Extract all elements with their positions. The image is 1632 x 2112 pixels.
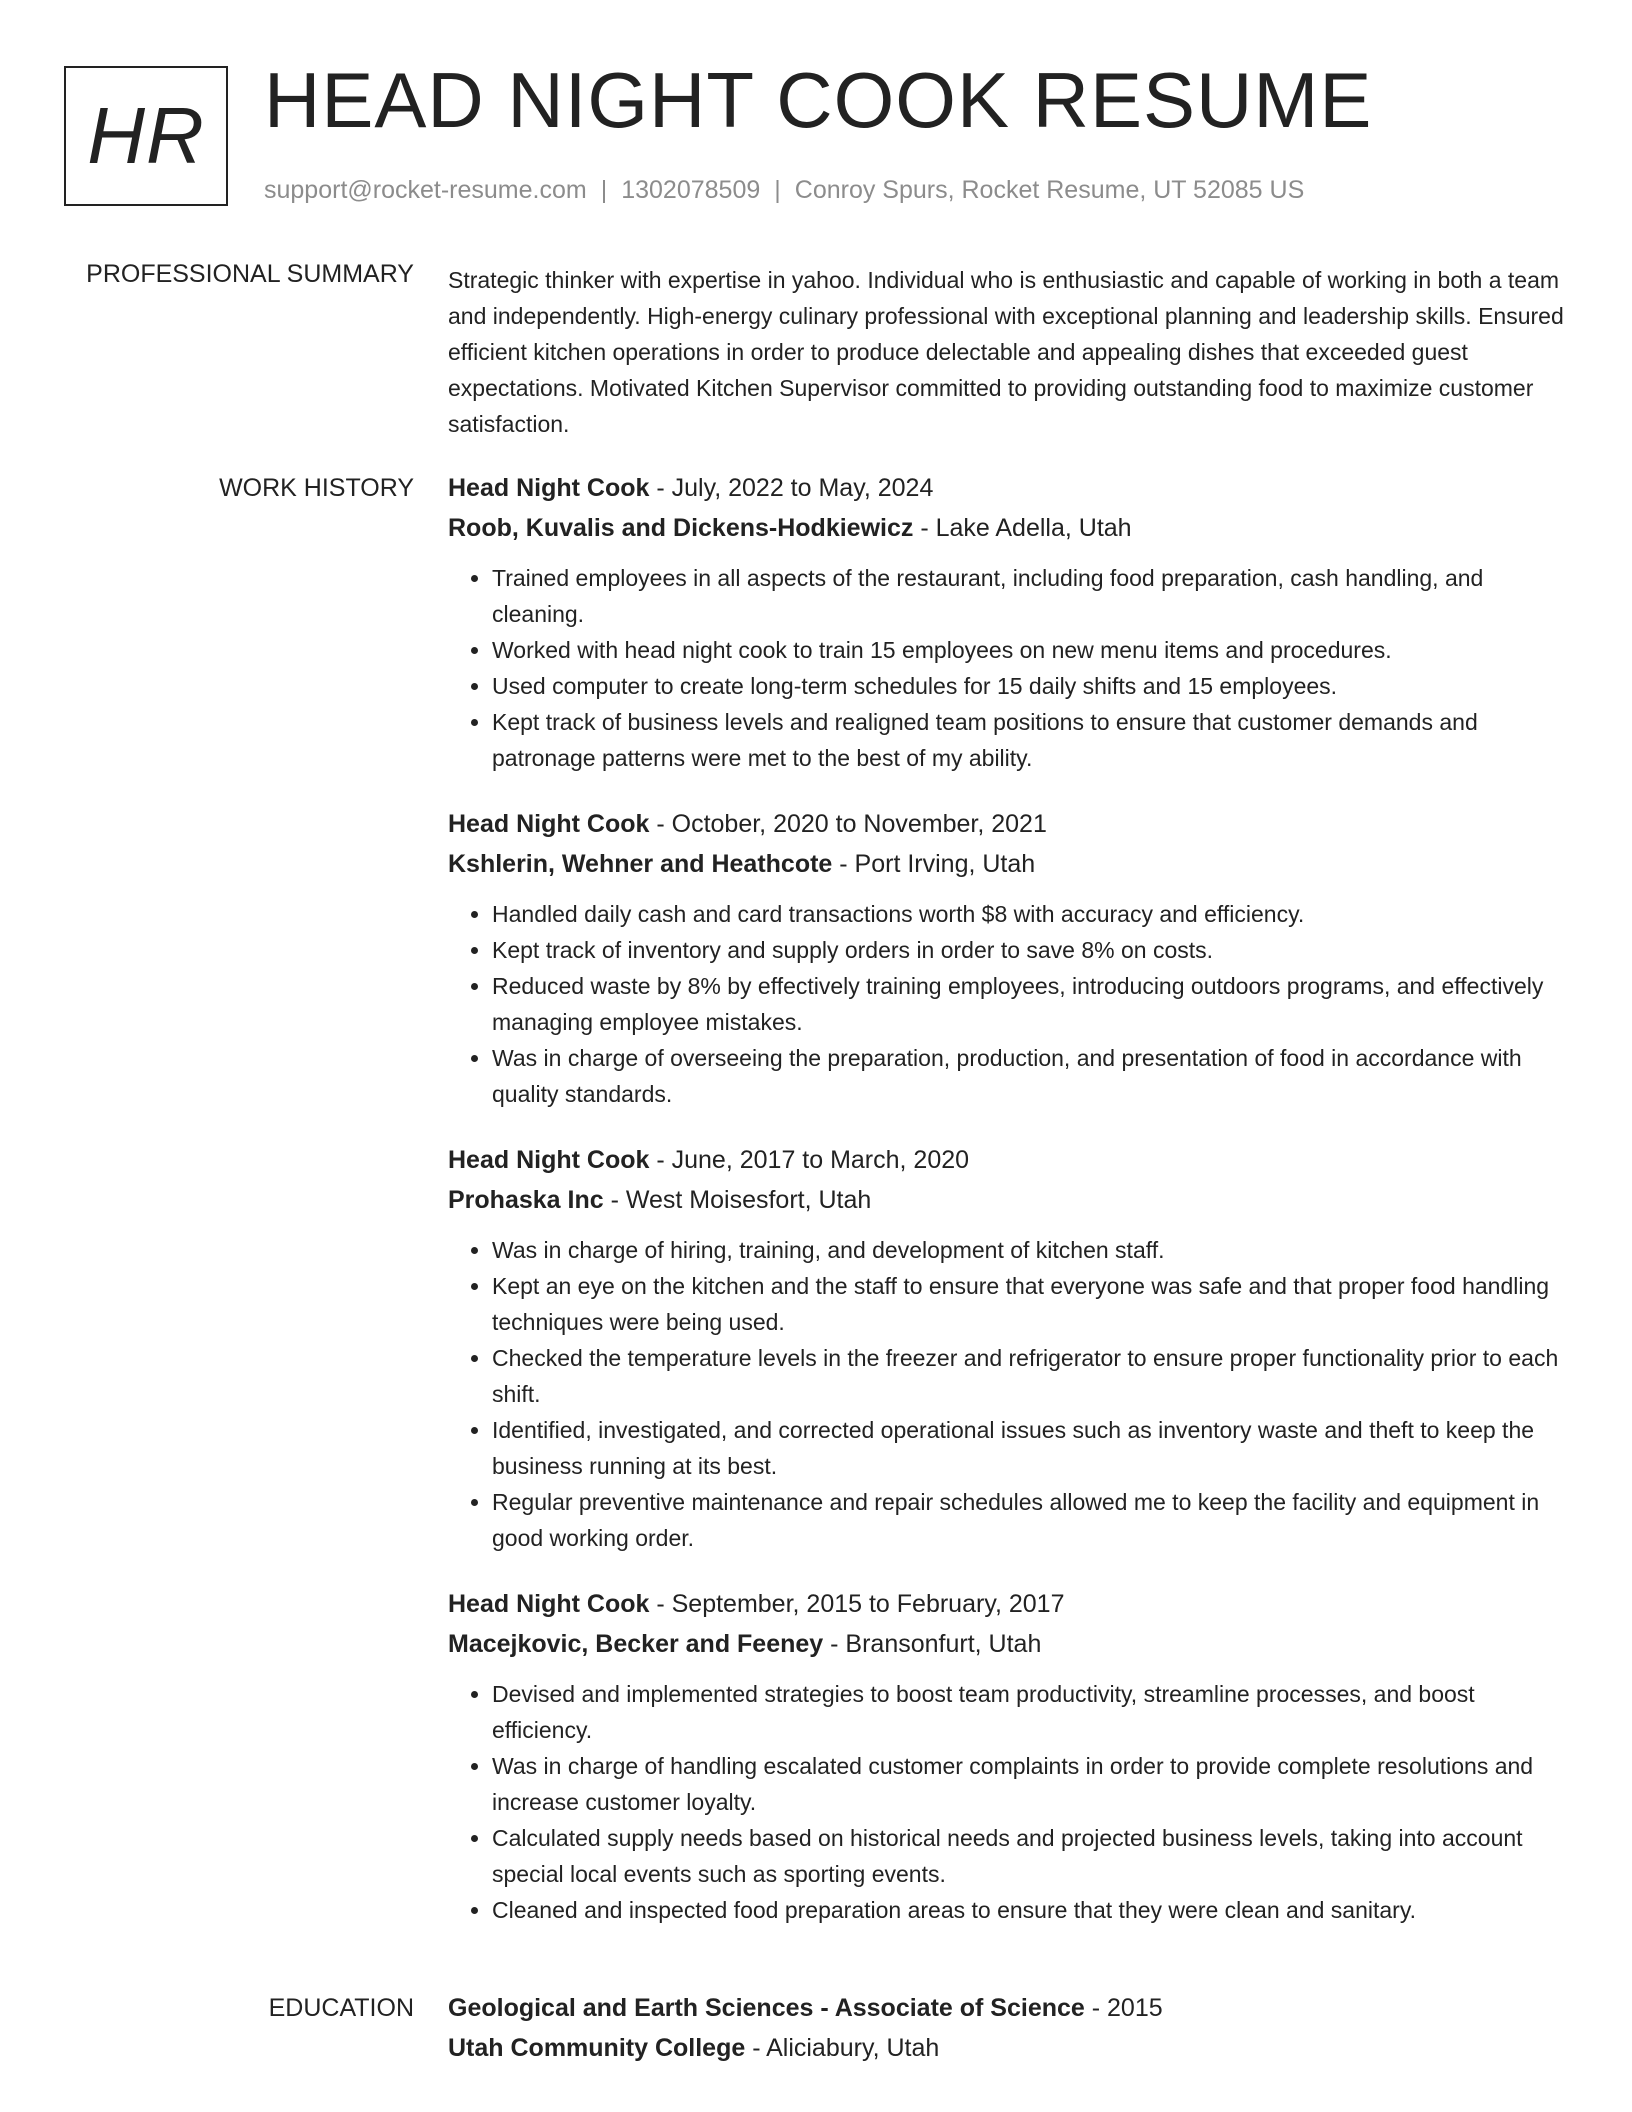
contact-phone: 1302078509 [621,176,761,204]
job-bullets [448,896,1566,1112]
job-bullet: • Kept track of business levels and realigned team positions to ensure that customer demands and patronage patterns were met to the best of my ability. [492,704,1566,776]
contact-separator: | [600,176,608,204]
job-company-line [448,1180,1566,1220]
job-bullet: • Trained employees in all aspects of the restaurant, including food preparation, cash handling, and cleaning. [492,560,1566,632]
job-bullet: • Checked the temperature levels in the freezer and refrigerator to ensure proper functionality prior to each shift. [492,1340,1566,1412]
job-title: Head Night Cook [448,1590,650,1618]
page-title: HEAD NIGHT COOK RESUME [264,56,1373,144]
section-label-summary: PROFESSIONAL SUMMARY [86,260,414,288]
job-entry [448,1140,1566,1556]
job-bullet: • Kept an eye on the kitchen and the staff to ensure that everyone was safe and that proper food handling techniques were being used. [492,1268,1566,1340]
education-year: - 2015 [1084,1994,1163,2022]
job-bullets [448,560,1566,776]
contact-separator: | [774,176,781,204]
job-location: - Bransonfurt, Utah [823,1630,1042,1658]
job-bullets [448,1676,1566,1928]
job-bullet: • Used computer to create long-term schedules for 15 daily shifts and 15 employees. [492,668,1566,704]
job-title-line [448,468,1566,508]
job-title-line [448,1140,1566,1180]
job-company-line [448,1624,1566,1664]
job-bullet: • Reduced waste by 8% by effectively training employees, introducing outdoors programs, and effectively managing employee mistakes. [492,968,1566,1040]
contact-email: support@rocket-resume.com [264,176,587,204]
job-dates: - September, 2015 to February, 2017 [649,1590,1065,1618]
contact-address: Conroy Spurs, Rocket Resume, UT 52085 US [794,176,1305,204]
education-degree-line [448,1988,1566,2028]
job-location: - West Moisesfort, Utah [603,1186,872,1214]
job-title-line [448,804,1566,844]
job-title: Head Night Cook [448,1146,650,1174]
job-bullet: • Identified, investigated, and corrected operational issues such as inventory waste and theft to keep the business running at its best. [492,1412,1566,1484]
job-bullet: • Was in charge of hiring, training, and development of kitchen staff. [492,1232,1566,1268]
contact-line [264,176,1304,205]
job-bullet: • Devised and implemented strategies to boost team productivity, streamline processes, and boost efficiency. [492,1676,1566,1748]
job-title: Head Night Cook [448,810,650,838]
job-entry [448,468,1566,776]
job-company: Macejkovic, Becker and Feeney [448,1630,824,1658]
job-bullet: • Calculated supply needs based on historical needs and projected business levels, taking into account special local events such as sporting events. [492,1820,1566,1892]
job-company: Prohaska Inc [448,1186,604,1214]
education-entry [448,1988,1566,2068]
job-bullet: • Handled daily cash and card transactions worth $8 with accuracy and efficiency. [492,896,1566,932]
job-bullet: • Cleaned and inspected food preparation areas to ensure that they were clean and sanitary. [492,1892,1566,1928]
education-location: - Aliciabury, Utah [745,2034,940,2062]
job-bullet: • Worked with head night cook to train 15 employees on new menu items and procedures. [492,632,1566,668]
job-title: Head Night Cook [448,474,650,502]
job-location: - Lake Adella, Utah [913,514,1132,542]
job-dates: - October, 2020 to November, 2021 [649,810,1047,838]
education-school-line [448,2028,1566,2068]
job-bullet: • Was in charge of overseeing the preparation, production, and presentation of food in accordance with quality standards. [492,1040,1566,1112]
job-entry [448,1584,1566,1928]
section-label-education: EDUCATION [268,1994,414,2022]
job-bullet: • Was in charge of handling escalated customer complaints in order to provide complete resolutions and increase customer loyalty. [492,1748,1566,1820]
education-degree: Geological and Earth Sciences - Associate of Science [448,1994,1085,2022]
job-dates: - July, 2022 to May, 2024 [649,474,934,502]
section-label-work-history: WORK HISTORY [219,474,414,502]
job-location: - Port Irving, Utah [832,850,1036,878]
job-dates: - June, 2017 to March, 2020 [649,1146,970,1174]
job-bullets [448,1232,1566,1556]
job-company: Kshlerin, Wehner and Heathcote [448,850,833,878]
job-company-line [448,508,1566,548]
job-bullet: • Kept track of inventory and supply orders in order to save 8% on costs. [492,932,1566,968]
summary-text: Strategic thinker with expertise in yahoo. Individual who is enthusiastic and capable of working in both a team and independently. High-energy culinary professional with exceptional planning and leadership skills. Ensured efficient kitchen operations in order to produce delectable and appealing dishes that exceeded guest expectations. Motivated Kitchen Supervisor committed to providing outstanding food to maximize customer satisfaction. [448,267,1564,437]
monogram-logo: HR [64,66,228,206]
work-history-list [448,468,1566,1956]
job-title-line [448,1584,1566,1624]
education-school: Utah Community College [448,2034,746,2062]
job-company-line [448,844,1566,884]
job-entry [448,804,1566,1112]
job-company: Roob, Kuvalis and Dickens-Hodkiewicz [448,514,914,542]
job-bullet: • Regular preventive maintenance and repair schedules allowed me to keep the facility and equipment in good working order. [492,1484,1566,1556]
